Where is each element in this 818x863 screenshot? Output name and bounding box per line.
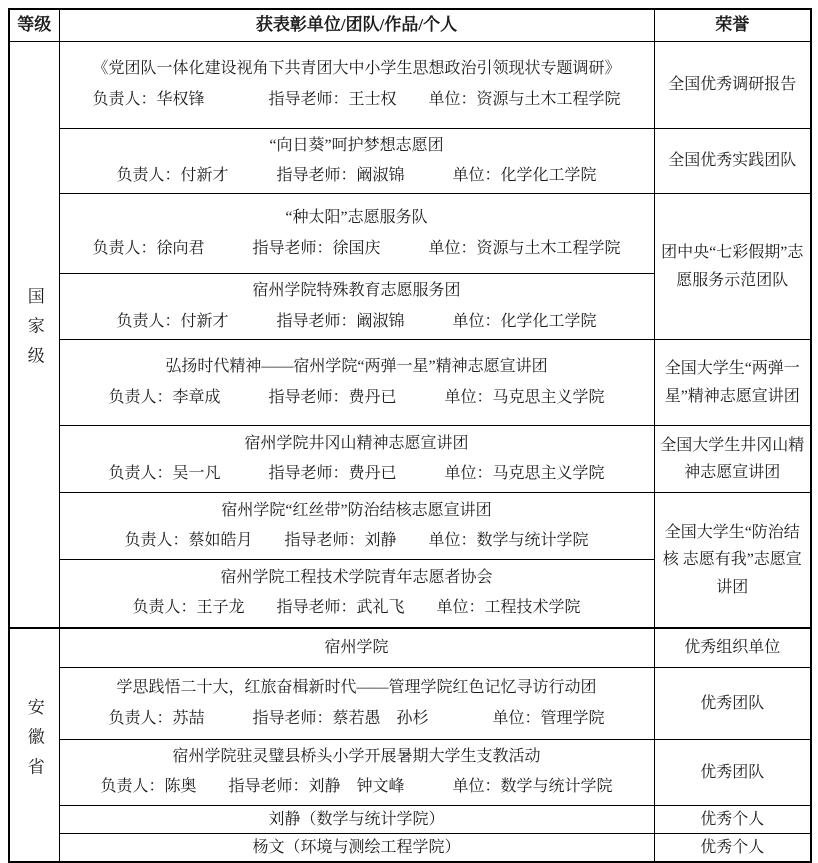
entry-title: 杨文（环境与测绘工程学院） bbox=[252, 839, 461, 857]
entry-title: “向日葵”呵护梦想志愿团 bbox=[269, 136, 444, 154]
table-row bbox=[9, 668, 811, 740]
col-header-level: 等级 bbox=[9, 9, 59, 41]
unit-cell bbox=[59, 128, 654, 194]
table-row bbox=[9, 740, 811, 806]
entry-title: 学思践悟二十大，红旅奋楫新时代——管理学院红色记忆寻访行动团 bbox=[116, 679, 597, 697]
entry-detail: 负责人：李章成 指导老师：费丹已 单位：马克思主义学院 bbox=[108, 388, 605, 406]
honor-cell: 全国大学生“两弹一星”精神志愿宣讲团 bbox=[654, 340, 811, 426]
honor-cell: 优秀团队 bbox=[654, 668, 811, 740]
entry-title: 刘静（数学与统计学院） bbox=[268, 810, 445, 828]
awards-table bbox=[8, 8, 812, 863]
table-row bbox=[9, 834, 811, 863]
header-row bbox=[9, 9, 811, 41]
level-cell-province bbox=[9, 628, 59, 863]
unit-cell bbox=[59, 274, 654, 340]
unit-cell bbox=[59, 41, 654, 128]
entry-title: 宿州学院“红丝带”防治结核志愿宣讲团 bbox=[221, 501, 492, 519]
entry-detail: 负责人：蔡如皓月 指导老师：刘静 单位：数学与统计学院 bbox=[124, 532, 589, 550]
honor-cell: 全国优秀调研报告 bbox=[654, 41, 811, 128]
table-row bbox=[9, 194, 811, 274]
unit-cell bbox=[59, 340, 654, 426]
unit-cell bbox=[59, 805, 654, 833]
unit-cell bbox=[59, 740, 654, 806]
entry-title: 弘扬时代精神——宿州学院“两弹一星”精神志愿宣讲团 bbox=[165, 358, 548, 376]
unit-cell bbox=[59, 194, 654, 274]
level-cell-national bbox=[9, 41, 59, 628]
unit-cell bbox=[59, 426, 654, 493]
honor-cell-merged: 全国大学生“防治结核 志愿有我”志愿宣讲团 bbox=[654, 493, 811, 628]
entry-detail: 负责人：王子龙 指导老师：武礼飞 单位：工程技术学院 bbox=[132, 599, 581, 617]
honor-cell: 优秀团队 bbox=[654, 740, 811, 806]
entry-title: 宿州学院 bbox=[324, 638, 389, 656]
unit-cell bbox=[59, 628, 654, 668]
honor-cell: 优秀个人 bbox=[654, 805, 811, 833]
level-label: 国家级 bbox=[24, 286, 44, 377]
table-row bbox=[9, 426, 811, 493]
table-row bbox=[9, 805, 811, 833]
honor-cell: 全国优秀实践团队 bbox=[654, 128, 811, 194]
entry-title: 宿州学院工程技术学院青年志愿者协会 bbox=[220, 568, 493, 586]
entry-detail: 负责人：陈奥 指导老师：刘静 钟文峰 单位：数学与统计学院 bbox=[100, 778, 613, 796]
entry-title: 《党团队一体化建设视角下共青团大中小学生思想政治引领现状专题调研》 bbox=[92, 60, 621, 78]
honor-cell-merged: 团中央“七彩假期”志愿服务示范团队 bbox=[654, 194, 811, 340]
unit-cell bbox=[59, 668, 654, 740]
table-row bbox=[9, 493, 811, 560]
entry-detail: 负责人：徐向君 指导老师：徐国庆 单位：资源与土木工程学院 bbox=[92, 239, 621, 257]
entry-detail: 负责人：吴一凡 指导老师：费丹已 单位：马克思主义学院 bbox=[108, 465, 605, 483]
entry-title: 宿州学院井冈山精神志愿宣讲团 bbox=[244, 434, 469, 452]
entry-title: 宿州学院特殊教育志愿服务团 bbox=[252, 282, 461, 300]
entry-title: “种太阳”志愿服务队 bbox=[285, 209, 428, 227]
unit-cell bbox=[59, 560, 654, 628]
unit-cell bbox=[59, 493, 654, 560]
entry-detail: 负责人：华权锋 指导老师：王士权 单位：资源与土木工程学院 bbox=[92, 90, 621, 108]
col-header-honor: 荣誉 bbox=[654, 9, 811, 41]
table-row bbox=[9, 340, 811, 426]
table-row bbox=[9, 41, 811, 128]
entry-title: 宿州学院驻灵璧县桥头小学开展暑期大学生支教活动 bbox=[172, 748, 541, 766]
entry-detail: 负责人：付新才 指导老师：阚淑锦 单位：化学化工学院 bbox=[116, 166, 597, 184]
table-row bbox=[9, 128, 811, 194]
honor-cell: 全国大学生井冈山精神志愿宣讲团 bbox=[654, 426, 811, 493]
unit-cell bbox=[59, 834, 654, 863]
level-label: 安徽省 bbox=[24, 697, 44, 788]
entry-detail: 负责人：付新才 指导老师：阚淑锦 单位：化学化工学院 bbox=[116, 312, 597, 330]
col-header-unit: 获表彰单位/团队/作品/个人 bbox=[59, 9, 654, 41]
honor-cell: 优秀组织单位 bbox=[654, 628, 811, 668]
honor-cell: 优秀个人 bbox=[654, 834, 811, 863]
entry-detail: 负责人：苏喆 指导老师：蔡若愚 孙杉 单位：管理学院 bbox=[108, 709, 605, 727]
table-row bbox=[9, 628, 811, 668]
